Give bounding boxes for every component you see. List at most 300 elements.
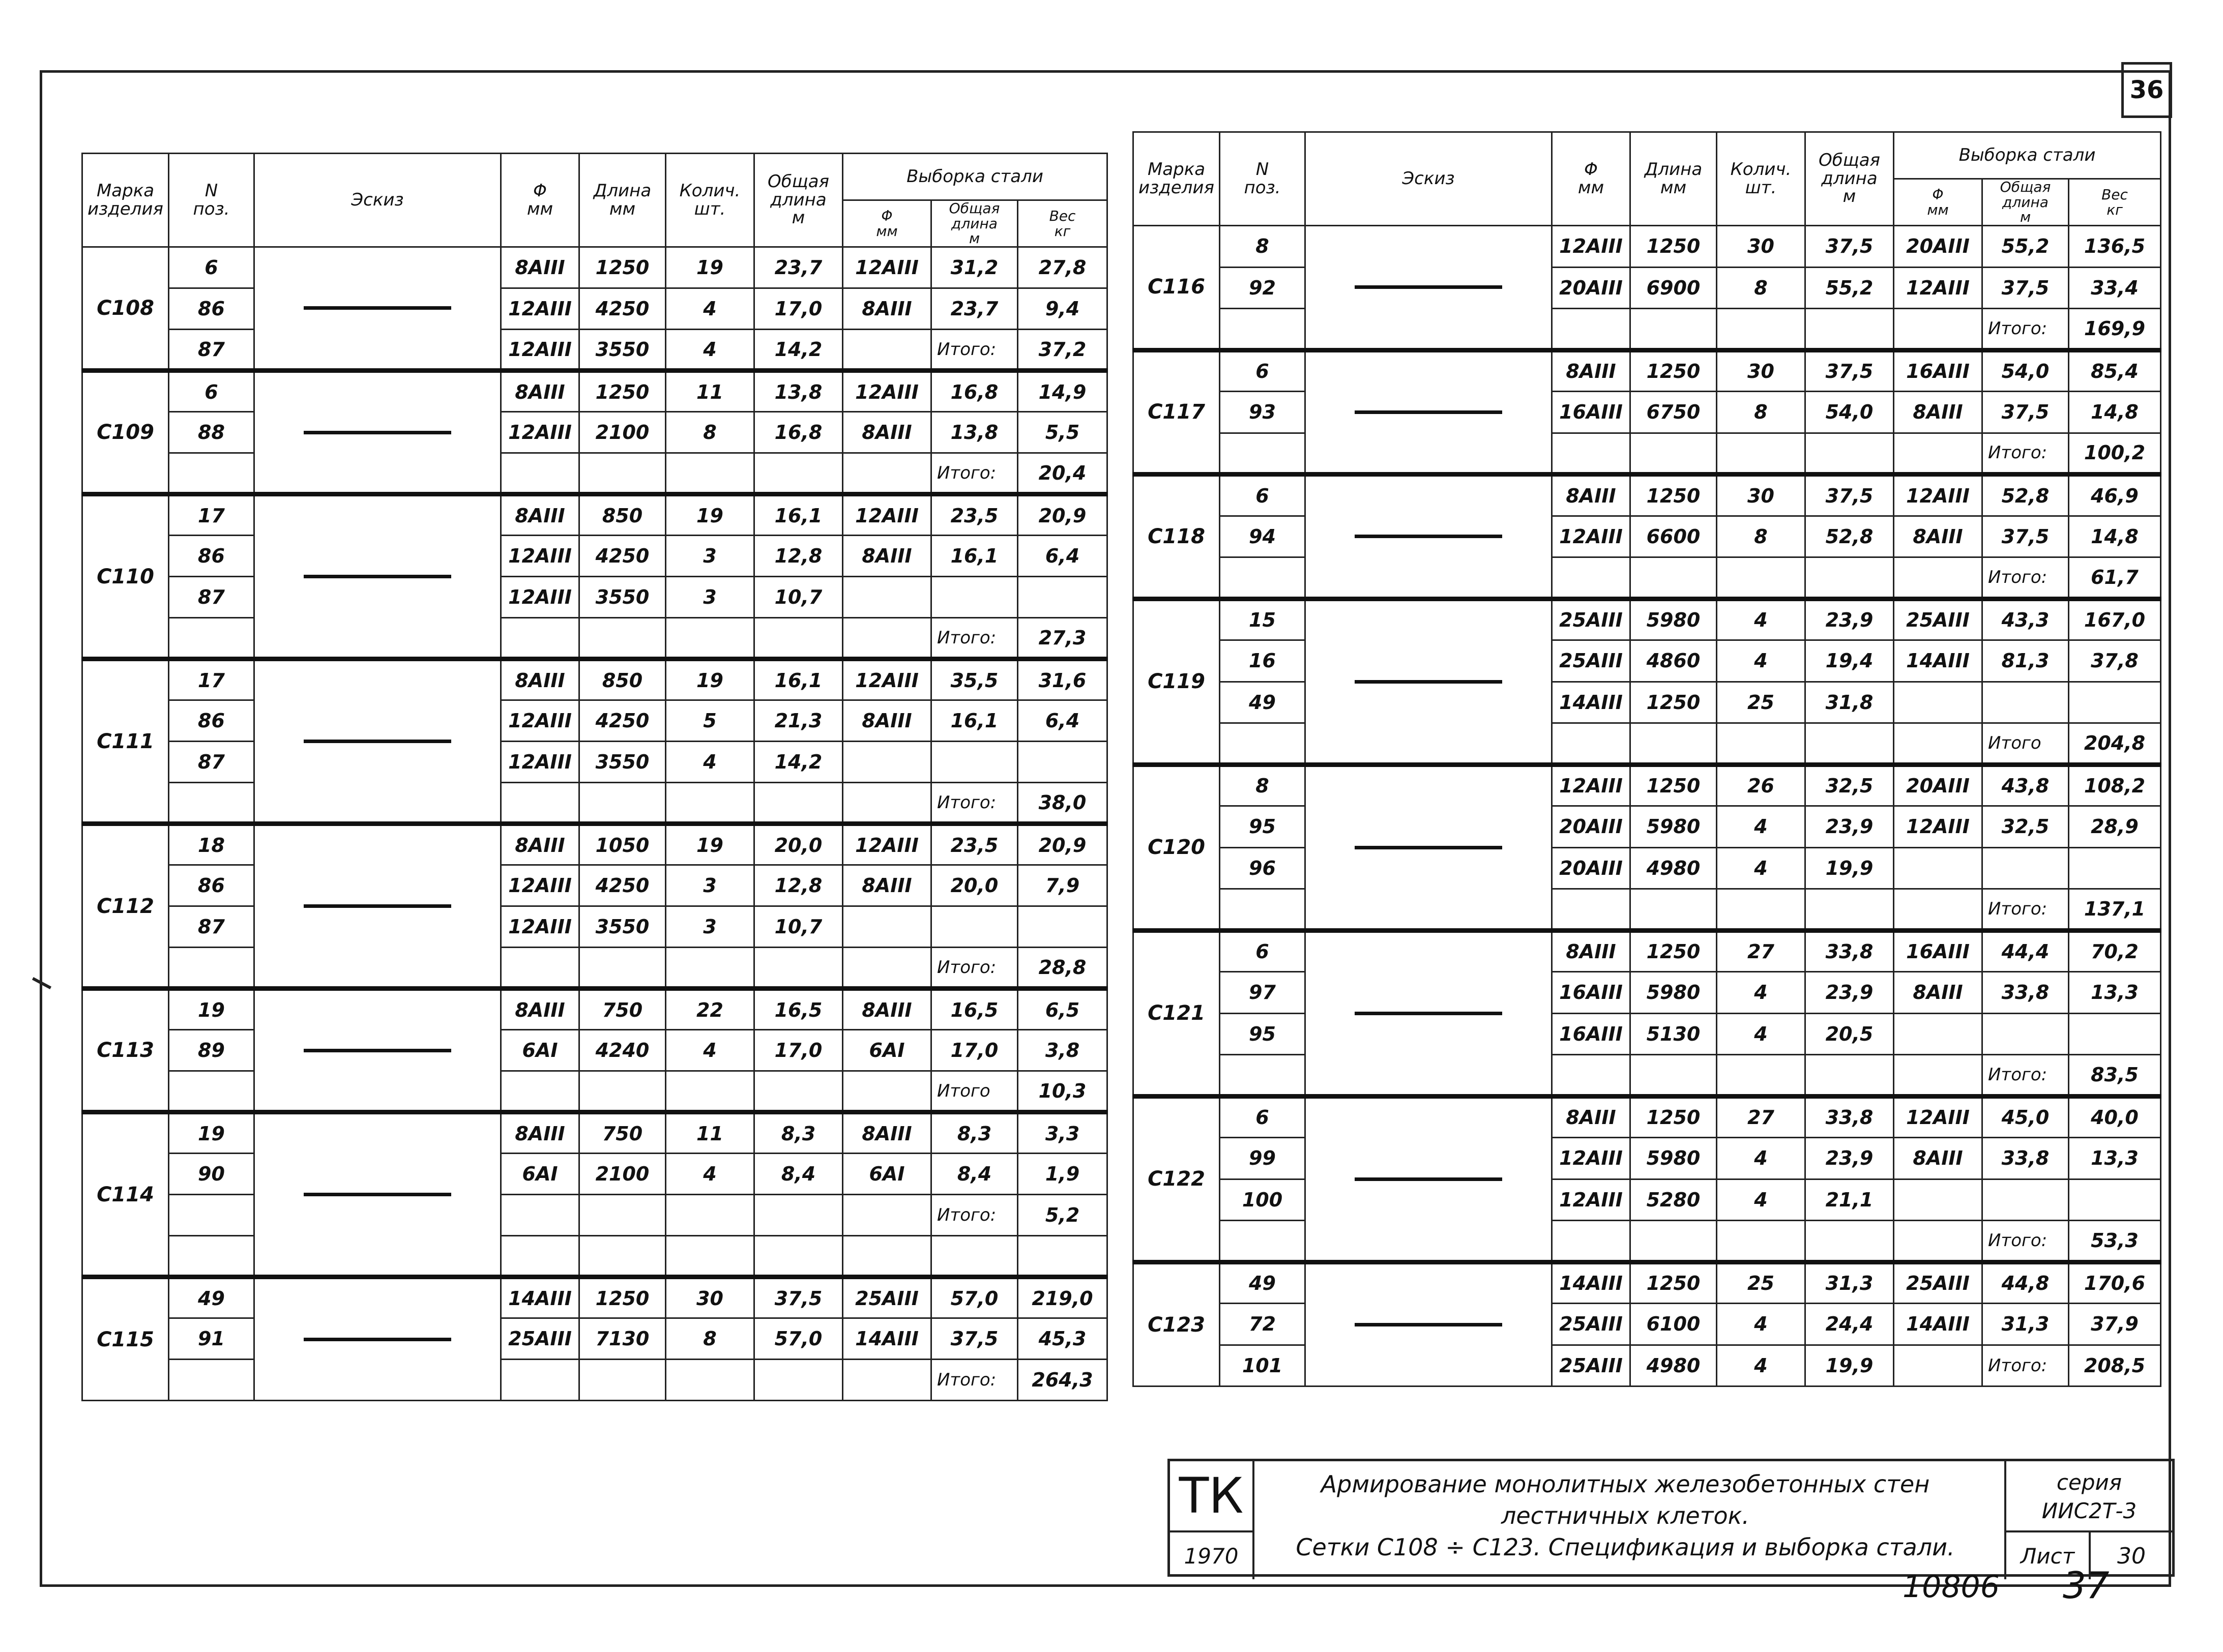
- rebar-sketch-line: [1355, 1323, 1502, 1326]
- length-cell: 7130: [579, 1318, 666, 1360]
- position-cell: 90: [169, 1154, 254, 1195]
- position-cell: [169, 618, 254, 659]
- sel-length-cell: 16,8: [931, 371, 1018, 412]
- sel-diameter-cell: 8AIII: [843, 989, 931, 1030]
- header-total-line1: Общая: [767, 171, 830, 192]
- product-mark: C112: [82, 824, 169, 989]
- product-mark: C122: [1133, 1096, 1220, 1262]
- position-cell: 96: [1220, 847, 1305, 889]
- quantity-cell: 4: [666, 1154, 754, 1195]
- quantity-cell: 8: [1717, 516, 1805, 557]
- diameter-cell: 14AIII: [1552, 682, 1630, 723]
- sel-length-cell: Итого:: [931, 1360, 1018, 1401]
- sel-diameter-cell: 12AIII: [843, 494, 931, 536]
- sel-length-cell: 13,8: [931, 412, 1018, 453]
- quantity-cell: 22: [666, 989, 754, 1030]
- header-selection: Выборка стали: [1894, 132, 2161, 179]
- total-length-cell: 8,4: [754, 1154, 843, 1195]
- length-cell: 750: [579, 989, 666, 1030]
- header-length-line2: мм: [609, 198, 636, 219]
- position-cell: 101: [1220, 1345, 1305, 1386]
- position-cell: 88: [169, 412, 254, 453]
- table-row: [82, 824, 1107, 865]
- diameter-cell: 8AIII: [1552, 475, 1630, 516]
- sel-weight-cell: 28,9: [2069, 806, 2161, 848]
- quantity-cell: 4: [1717, 1013, 1805, 1055]
- total-length-cell: 21,3: [754, 700, 843, 742]
- quantity-cell: [1717, 433, 1805, 475]
- sketch-cell: [1305, 1262, 1552, 1386]
- header-sel-diameter: [1894, 179, 1982, 226]
- org-code: ТК: [1170, 1461, 1254, 1532]
- diameter-cell: 25AIII: [1552, 1345, 1630, 1386]
- table-row: [82, 659, 1107, 700]
- sel-length-cell: 37,5: [1982, 516, 2069, 557]
- sel-weight-cell: 3,8: [1018, 1030, 1107, 1071]
- sel-weight-cell: 61,7: [2069, 557, 2161, 599]
- total-length-cell: 8,3: [754, 1112, 843, 1154]
- table-row: [1133, 1055, 2161, 1097]
- length-cell: 1250: [1630, 226, 1717, 268]
- position-cell: 99: [1220, 1138, 1305, 1179]
- sel-diameter-cell: 8AIII: [843, 865, 931, 906]
- sel-weight-cell: 219,0: [1018, 1277, 1107, 1318]
- table-row: [1133, 1013, 2161, 1055]
- sel-weight-cell: 53,3: [2069, 1221, 2161, 1262]
- header-diameter-line1: Φ: [1584, 159, 1598, 180]
- diameter-cell: 12AIII: [1552, 764, 1630, 806]
- product-mark: C121: [1133, 930, 1220, 1096]
- position-cell: 89: [169, 1030, 254, 1071]
- position-cell: 86: [169, 865, 254, 906]
- position-cell: [169, 1195, 254, 1236]
- diameter-cell: [501, 618, 579, 659]
- sel-diameter-cell: 8AIII: [843, 288, 931, 330]
- sel-weight-cell: 6,4: [1018, 536, 1107, 577]
- sel-length-cell: 33,8: [1982, 972, 2069, 1014]
- rebar-sketch-line: [1355, 1177, 1502, 1181]
- quantity-cell: 30: [1717, 350, 1805, 392]
- length-cell: [1630, 309, 1717, 350]
- total-length-cell: [1805, 309, 1894, 350]
- quantity-cell: 4: [1717, 1304, 1805, 1345]
- position-cell: 17: [169, 659, 254, 700]
- quantity-cell: [1717, 1221, 1805, 1262]
- sel-weight-cell: 100,2: [2069, 433, 2161, 475]
- length-cell: 4250: [579, 865, 666, 906]
- spec-table-left: [81, 153, 1108, 1401]
- quantity-cell: 3: [666, 906, 754, 948]
- length-cell: 850: [579, 659, 666, 700]
- diameter-cell: 14AIII: [501, 1277, 579, 1318]
- rebar-sketch-line: [1355, 846, 1502, 849]
- diameter-cell: 8AIII: [501, 371, 579, 412]
- header-mark-line2: изделия: [1138, 177, 1214, 198]
- sheet-number: 30: [2117, 1543, 2146, 1569]
- position-cell: 86: [169, 288, 254, 330]
- quantity-cell: 3: [666, 865, 754, 906]
- header-diameter: [1552, 132, 1630, 226]
- sel-weight-cell: 85,4: [2069, 350, 2161, 392]
- sel-length-cell: [931, 742, 1018, 783]
- length-cell: 4860: [1630, 640, 1717, 682]
- length-cell: 1250: [1630, 764, 1717, 806]
- diameter-cell: 8AIII: [501, 494, 579, 536]
- rebar-sketch-line: [304, 1338, 451, 1341]
- diameter-cell: 12AIII: [501, 906, 579, 948]
- header-quantity-line2: шт.: [1745, 177, 1777, 198]
- total-length-cell: 24,4: [1805, 1304, 1894, 1345]
- sel-length-cell: 20,0: [931, 865, 1018, 906]
- header-total-line1: Общая: [1818, 150, 1881, 170]
- sel-diameter-cell: [843, 783, 931, 824]
- product-mark: C108: [82, 247, 169, 371]
- rebar-sketch-line: [1355, 680, 1502, 684]
- quantity-cell: 19: [666, 494, 754, 536]
- title-line-3: Сетки С108 ÷ С123. Спецификация и выборка стали.: [1296, 1533, 1955, 1561]
- diameter-cell: 12AIII: [501, 330, 579, 371]
- table-row: [82, 1236, 1107, 1277]
- length-cell: 1250: [1630, 930, 1717, 972]
- sel-diameter-cell: 8AIII: [1894, 1138, 1982, 1179]
- total-length-cell: 16,5: [754, 989, 843, 1030]
- sel-weight-cell: 1,9: [1018, 1154, 1107, 1195]
- sel-length-cell: 23,5: [931, 824, 1018, 865]
- quantity-cell: 3: [666, 577, 754, 618]
- length-cell: [1630, 723, 1717, 765]
- header-sel-length-line1: Общая: [949, 200, 1000, 217]
- position-cell: 15: [1220, 599, 1305, 640]
- quantity-cell: [666, 1195, 754, 1236]
- page-number-bottom: 37: [2063, 1564, 2110, 1607]
- total-length-cell: 23,9: [1805, 806, 1894, 848]
- diameter-cell: 20AIII: [1552, 806, 1630, 848]
- position-cell: 8: [1220, 764, 1305, 806]
- sel-weight-cell: 37,9: [2069, 1304, 2161, 1345]
- length-cell: 4980: [1630, 1345, 1717, 1386]
- table-row: [1133, 1138, 2161, 1179]
- quantity-cell: [666, 453, 754, 494]
- length-cell: [579, 1195, 666, 1236]
- table-body-right: [1133, 226, 2161, 1386]
- position-cell: 18: [169, 824, 254, 865]
- total-length-cell: 37,5: [754, 1277, 843, 1318]
- sel-diameter-cell: 12AIII: [1894, 1096, 1982, 1138]
- sel-length-cell: 44,8: [1982, 1262, 2069, 1304]
- table-row: [82, 494, 1107, 536]
- position-cell: 6: [169, 247, 254, 288]
- quantity-cell: 30: [1717, 475, 1805, 516]
- sel-length-cell: 16,1: [931, 700, 1018, 742]
- sketch-cell: [1305, 350, 1552, 475]
- diameter-cell: [501, 948, 579, 989]
- sel-weight-cell: 38,0: [1018, 783, 1107, 824]
- position-cell: [169, 453, 254, 494]
- archive-code: 10806: [1903, 1569, 2000, 1605]
- diameter-cell: [501, 1195, 579, 1236]
- quantity-cell: [1717, 557, 1805, 599]
- diameter-cell: 8AIII: [501, 824, 579, 865]
- diameter-cell: 20AIII: [1552, 847, 1630, 889]
- position-cell: 100: [1220, 1179, 1305, 1221]
- diameter-cell: [1552, 1221, 1630, 1262]
- sel-weight-cell: 70,2: [2069, 930, 2161, 972]
- diameter-cell: 12AIII: [501, 577, 579, 618]
- page-number: 36: [2121, 62, 2172, 118]
- table-row: [1133, 1304, 2161, 1345]
- length-cell: 4980: [1630, 847, 1717, 889]
- sel-weight-cell: 264,3: [1018, 1360, 1107, 1401]
- position-cell: [1220, 309, 1305, 350]
- quantity-cell: 4: [1717, 1138, 1805, 1179]
- quantity-cell: [666, 783, 754, 824]
- table-row: [1133, 226, 2161, 268]
- sel-length-cell: 16,5: [931, 989, 1018, 1030]
- sel-weight-cell: [1018, 906, 1107, 948]
- sel-length-cell: [931, 577, 1018, 618]
- header-length: [1630, 132, 1717, 226]
- quantity-cell: 4: [666, 742, 754, 783]
- diameter-cell: 20AIII: [1552, 267, 1630, 309]
- sel-weight-cell: 5,5: [1018, 412, 1107, 453]
- table-row: [1133, 806, 2161, 848]
- header-pos: [169, 154, 254, 247]
- diameter-cell: 25AIII: [1552, 1304, 1630, 1345]
- product-mark: C118: [1133, 475, 1220, 599]
- sel-diameter-cell: [843, 330, 931, 371]
- sel-diameter-cell: 8AIII: [1894, 516, 1982, 557]
- diameter-cell: 8AIII: [501, 659, 579, 700]
- total-length-cell: 32,5: [1805, 764, 1894, 806]
- quantity-cell: 3: [666, 536, 754, 577]
- sel-diameter-cell: [1894, 889, 1982, 931]
- length-cell: [579, 1071, 666, 1112]
- diameter-cell: 6AI: [501, 1030, 579, 1071]
- length-cell: 5980: [1630, 806, 1717, 848]
- diameter-cell: 12AIII: [501, 536, 579, 577]
- header-length-line2: мм: [1660, 177, 1687, 198]
- table-body-left: [82, 247, 1107, 1401]
- sel-length-cell: 37,5: [931, 1318, 1018, 1360]
- sel-diameter-cell: [1894, 847, 1982, 889]
- header-sel-length-line1: Общая: [2000, 179, 2051, 196]
- total-length-cell: [754, 1195, 843, 1236]
- table-row: [1133, 1262, 2161, 1304]
- sel-weight-cell: 169,9: [2069, 309, 2161, 350]
- diameter-cell: 6AI: [501, 1154, 579, 1195]
- diameter-cell: 16AIII: [1552, 392, 1630, 433]
- sel-weight-cell: 83,5: [2069, 1055, 2161, 1097]
- length-cell: 6600: [1630, 516, 1717, 557]
- rebar-sketch-line: [304, 1193, 451, 1196]
- diameter-cell: 25AIII: [1552, 599, 1630, 640]
- sel-length-cell: Итого:: [931, 330, 1018, 371]
- sel-length-cell: Итого:: [1982, 889, 2069, 931]
- diameter-cell: 8AIII: [1552, 350, 1630, 392]
- sel-length-cell: Итого:: [931, 1195, 1018, 1236]
- rebar-sketch-line: [1355, 1012, 1502, 1015]
- sel-diameter-cell: 16AIII: [1894, 930, 1982, 972]
- diameter-cell: [1552, 557, 1630, 599]
- header-quantity-line1: Колич.: [1730, 159, 1792, 180]
- position-cell: 86: [169, 536, 254, 577]
- sel-diameter-cell: 12AIII: [843, 659, 931, 700]
- length-cell: 5980: [1630, 972, 1717, 1014]
- diameter-cell: [501, 1236, 579, 1277]
- sel-diameter-cell: [843, 1360, 931, 1401]
- sel-weight-cell: 28,8: [1018, 948, 1107, 989]
- sketch-cell: [1305, 226, 1552, 350]
- sel-weight-cell: 14,8: [2069, 516, 2161, 557]
- header-total-line2: длина: [1821, 168, 1878, 189]
- sketch-cell: [1305, 764, 1552, 930]
- total-length-cell: 37,5: [1805, 475, 1894, 516]
- diameter-cell: 12AIII: [1552, 516, 1630, 557]
- quantity-cell: 4: [1717, 1179, 1805, 1221]
- length-cell: 3550: [579, 906, 666, 948]
- length-cell: 5980: [1630, 1138, 1717, 1179]
- quantity-cell: 11: [666, 1112, 754, 1154]
- sel-diameter-cell: [1894, 433, 1982, 475]
- sel-length-cell: 17,0: [931, 1030, 1018, 1071]
- product-mark: C116: [1133, 226, 1220, 350]
- length-cell: [1630, 557, 1717, 599]
- sel-diameter-cell: [843, 742, 931, 783]
- length-cell: 5130: [1630, 1013, 1717, 1055]
- length-cell: 6900: [1630, 267, 1717, 309]
- sel-diameter-cell: 8AIII: [843, 700, 931, 742]
- sel-length-cell: 43,3: [1982, 599, 2069, 640]
- header-sel-diameter: [843, 200, 931, 247]
- sel-weight-cell: 3,3: [1018, 1112, 1107, 1154]
- sel-weight-cell: [2069, 682, 2161, 723]
- sketch-cell: [1305, 599, 1552, 764]
- quantity-cell: 25: [1717, 682, 1805, 723]
- position-cell: [1220, 889, 1305, 931]
- length-cell: [579, 948, 666, 989]
- total-length-cell: 23,9: [1805, 972, 1894, 1014]
- sel-diameter-cell: 6AI: [843, 1030, 931, 1071]
- table-row: [1133, 640, 2161, 682]
- diameter-cell: [501, 453, 579, 494]
- position-cell: 8: [1220, 226, 1305, 268]
- position-cell: 49: [1220, 1262, 1305, 1304]
- total-length-cell: [754, 453, 843, 494]
- quantity-cell: [666, 1360, 754, 1401]
- quantity-cell: [1717, 1055, 1805, 1097]
- quantity-cell: [666, 1236, 754, 1277]
- position-cell: 72: [1220, 1304, 1305, 1345]
- header-diameter-line2: мм: [526, 198, 553, 219]
- table-row: [82, 906, 1107, 948]
- length-cell: [579, 1236, 666, 1277]
- header-sel-length-line3: м: [969, 230, 980, 247]
- header-length-line1: Длина: [593, 180, 652, 201]
- header-pos-line2: поз.: [1244, 177, 1281, 198]
- sel-weight-cell: 20,9: [1018, 494, 1107, 536]
- header-sel-weight-line1: Вес: [1049, 208, 1076, 225]
- header-total-line3: м: [792, 208, 805, 228]
- table-row: [82, 618, 1107, 659]
- sel-diameter-cell: [1894, 1013, 1982, 1055]
- diameter-cell: [1552, 1055, 1630, 1097]
- table-row: [82, 1154, 1107, 1195]
- sel-weight-cell: 27,3: [1018, 618, 1107, 659]
- sel-diameter-cell: [1894, 557, 1982, 599]
- quantity-cell: 26: [1717, 764, 1805, 806]
- total-length-cell: 23,7: [754, 247, 843, 288]
- table-row: [82, 412, 1107, 453]
- table-row: [1133, 1345, 2161, 1386]
- sel-diameter-cell: 14AIII: [843, 1318, 931, 1360]
- sel-diameter-cell: [843, 577, 931, 618]
- sel-length-cell: Итого: [1982, 723, 2069, 765]
- total-length-cell: 31,8: [1805, 682, 1894, 723]
- quantity-cell: [666, 948, 754, 989]
- length-cell: [1630, 433, 1717, 475]
- table-row: [82, 700, 1107, 742]
- quantity-cell: [1717, 889, 1805, 931]
- total-length-cell: [1805, 1221, 1894, 1262]
- table-row: [82, 1112, 1107, 1154]
- sel-length-cell: Итого:: [931, 948, 1018, 989]
- header-sketch: Эскиз: [1305, 132, 1552, 226]
- sketch-cell: [254, 494, 501, 659]
- header-sel-diameter-line2: мм: [1927, 201, 1949, 218]
- sel-weight-cell: 7,9: [1018, 865, 1107, 906]
- sel-diameter-cell: [843, 618, 931, 659]
- quantity-cell: [1717, 309, 1805, 350]
- sel-diameter-cell: 16AIII: [1894, 350, 1982, 392]
- product-mark: C119: [1133, 599, 1220, 764]
- header-total-line3: м: [1842, 186, 1856, 207]
- sel-diameter-cell: 25AIII: [1894, 599, 1982, 640]
- length-cell: 3550: [579, 577, 666, 618]
- sel-length-cell: Итого: [931, 1071, 1018, 1112]
- position-cell: 92: [1220, 267, 1305, 309]
- series-label: серия: [2056, 1470, 2122, 1495]
- total-length-cell: [754, 1071, 843, 1112]
- sel-length-cell: Итого:: [931, 618, 1018, 659]
- product-mark: C109: [82, 371, 169, 494]
- diameter-cell: 12AIII: [501, 700, 579, 742]
- table-row: [82, 742, 1107, 783]
- header-total: [1805, 132, 1894, 226]
- sketch-cell: [254, 659, 501, 824]
- length-cell: 1050: [579, 824, 666, 865]
- quantity-cell: 27: [1717, 930, 1805, 972]
- sel-length-cell: 54,0: [1982, 350, 2069, 392]
- total-length-cell: [754, 948, 843, 989]
- table-header-right: [1133, 132, 2161, 226]
- quantity-cell: 8: [1717, 392, 1805, 433]
- title-line-1: Армирование монолитных железобетонных стен: [1321, 1470, 1930, 1498]
- sheet-label: Лист: [2004, 1532, 2091, 1579]
- sel-length-cell: 8,3: [931, 1112, 1018, 1154]
- product-mark: C120: [1133, 764, 1220, 930]
- diameter-cell: [501, 1071, 579, 1112]
- sel-diameter-cell: 20AIII: [1894, 226, 1982, 268]
- quantity-cell: 4: [1717, 847, 1805, 889]
- sel-length-cell: 31,2: [931, 247, 1018, 288]
- rebar-sketch-line: [1355, 410, 1502, 414]
- sel-diameter-cell: [843, 453, 931, 494]
- header-quantity-line1: Колич.: [679, 180, 741, 201]
- header-pos-line1: N: [204, 180, 218, 201]
- sel-diameter-cell: 8AIII: [843, 412, 931, 453]
- total-length-cell: 52,8: [1805, 516, 1894, 557]
- position-cell: [169, 1360, 254, 1401]
